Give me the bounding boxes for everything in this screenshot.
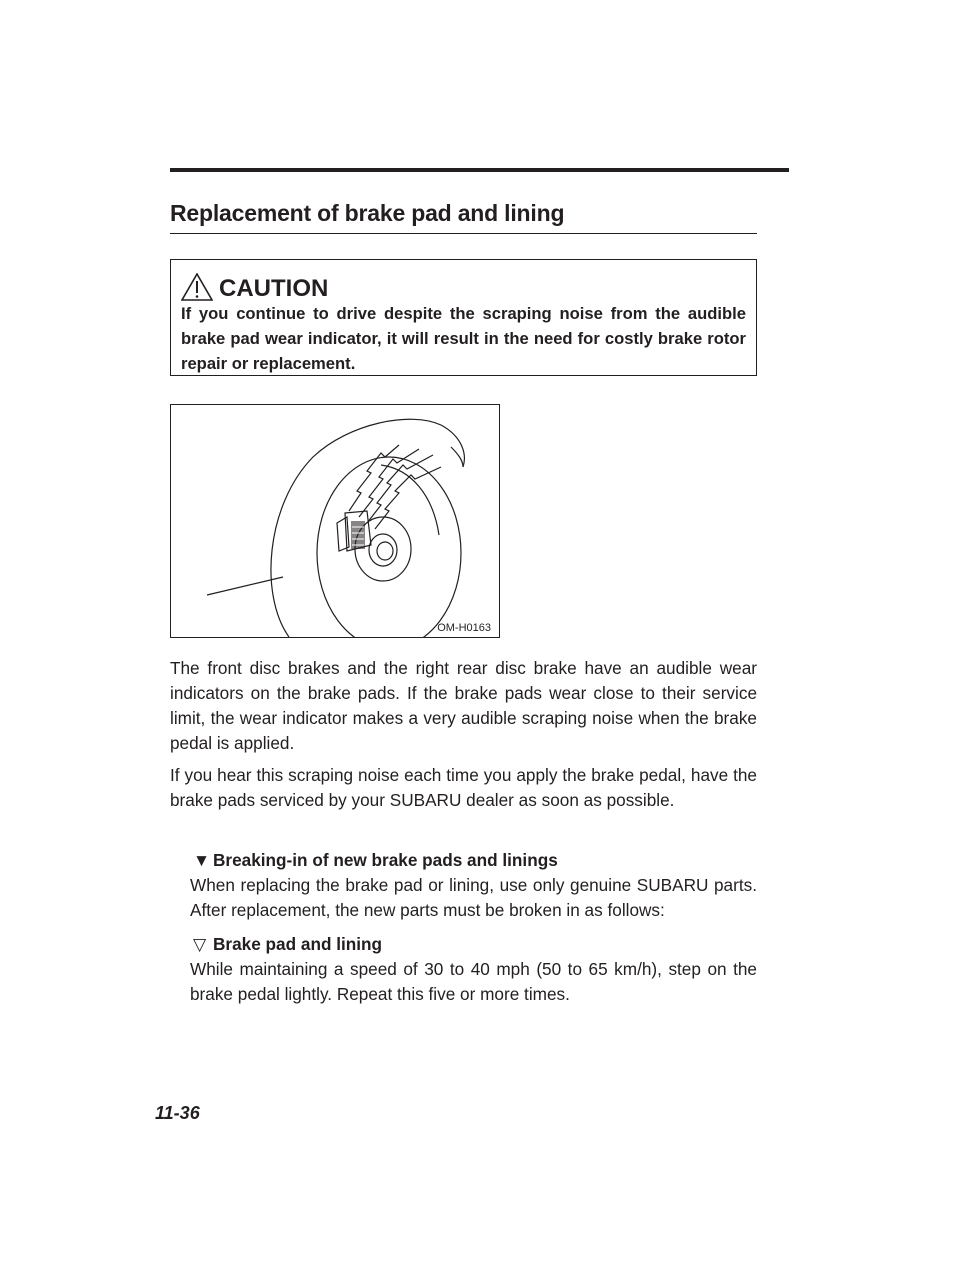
- warning-triangle-icon: [181, 273, 213, 301]
- subsection-heading: [190, 848, 757, 873]
- brake-wheel-illustration: [171, 405, 500, 638]
- figure-id: OM-H0163: [437, 622, 491, 634]
- page-number: 11-36: [155, 1103, 200, 1123]
- outline-down-triangle-icon: ▽: [193, 934, 207, 954]
- subsection-text: When replacing the brake pad or lining, use only genuine SUBARU parts. After replacement, the new parts must be broken in as follows:: [190, 875, 757, 920]
- body-paragraph: If you hear this scraping noise each time you apply the brake pedal, have the brake pads serviced by your SUBARU dealer as soon as possible.: [170, 765, 757, 810]
- title-rule: [170, 233, 757, 234]
- caution-box: [170, 259, 757, 376]
- top-rule: [170, 168, 789, 172]
- subsection-text: While maintaining a speed of 30 to 40 mph (50 to 65 km/h), step on the brake pedal lightly. Repeat this five or more times.: [190, 959, 757, 1004]
- filled-down-triangle-icon: ▼: [193, 850, 211, 870]
- brake-figure: [170, 404, 500, 638]
- caution-header: [181, 271, 328, 301]
- subsection-heading: [190, 932, 757, 957]
- section-title: Replacement of brake pad and lining: [170, 200, 565, 226]
- subsection-title: Brake pad and lining: [213, 934, 383, 954]
- body-paragraph: The front disc brakes and the right rear disc brake have an audible wear indicators on the brake pads. If the brake pads wear close to their service limit, the wear indicator makes a very audible scraping noise when the brake pedal is applied.: [170, 658, 757, 753]
- subsection-title: Breaking-in of new brake pads and linings: [213, 850, 558, 870]
- caution-label: CAUTION: [219, 275, 329, 302]
- caution-text: If you continue to drive despite the scraping noise from the audible brake pad wear indicator, it will result in the need for costly brake rotor repair or replacement.: [181, 304, 746, 373]
